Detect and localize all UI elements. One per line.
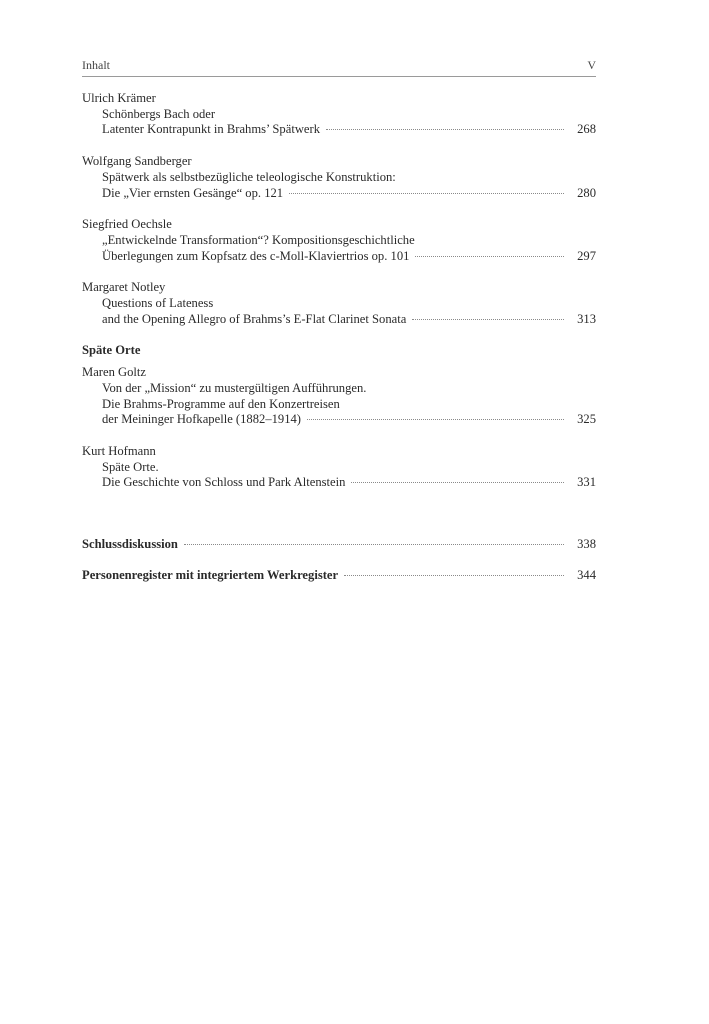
entry-page-number: 325 [577, 412, 596, 427]
dot-leader [344, 575, 564, 576]
toc-entry-bold [82, 537, 596, 553]
closing-entry-personenregister[interactable] [82, 568, 596, 584]
dot-leader [184, 544, 564, 545]
entry-title-last-line[interactable] [82, 122, 596, 138]
entry-page-number: 280 [577, 185, 596, 200]
entry-author: Wolfgang Sandberger [82, 154, 192, 169]
dot-leader [351, 482, 564, 483]
entry-page-number: 331 [577, 475, 596, 490]
dot-leader [307, 419, 564, 420]
entry-title-line: Spätwerk als selbstbezügliche teleologische Konstruktion: [102, 169, 396, 184]
entry-page-number: 338 [577, 537, 596, 552]
entry-page-number: 297 [577, 248, 596, 263]
entry-title-text: Latenter Kontrapunkt in Brahms’ Spätwerk [102, 122, 320, 137]
entry-author: Ulrich Krämer [82, 91, 156, 105]
toc-entry [82, 444, 596, 491]
entry-title-text: Die „Vier ernsten Gesänge“ op. 121 [102, 185, 284, 200]
entry-title-text: and the Opening Allegro of Brahms’s E-Flat Clarinet Sonata [102, 311, 407, 326]
entry-author: Kurt Hofmann [82, 443, 156, 458]
entry-title-text: Schlussdiskussion [82, 537, 178, 552]
entry-author: Siegfried Oechsle [82, 217, 172, 232]
entry-title-line: Die Brahms-Programme auf den Konzertreisen [102, 396, 340, 411]
entry-title-text: Überlegungen zum Kopfsatz des c-Moll-Klaviertrios op. 101 [102, 248, 410, 263]
toc-entry [82, 280, 596, 327]
toc-entry [82, 365, 596, 428]
entry-page-number: 313 [577, 311, 596, 326]
page-number: V [587, 58, 596, 72]
toc-entry-bold [82, 568, 596, 584]
entry-title-line: Questions of Lateness [102, 296, 214, 311]
spacer [82, 507, 596, 537]
running-head [82, 58, 596, 77]
entry-title-line: Schönbergs Bach oder [102, 106, 216, 121]
toc-entries [82, 91, 596, 583]
entry-title-text: der Meininger Hofkapelle (1882–1914) [102, 412, 301, 427]
dot-leader [412, 319, 564, 320]
section-heading: Späte Orte [82, 343, 141, 358]
entry-title-last-line[interactable] [82, 475, 596, 491]
dot-leader [326, 129, 564, 130]
toc-entry [82, 154, 596, 201]
toc-entry [82, 217, 596, 264]
entry-title-text: Personenregister mit integriertem Werkregister [82, 567, 339, 582]
entry-page-number: 344 [577, 567, 596, 582]
entry-title-line: „Entwickelnde Transformation“? Kompositionsgeschichtliche [102, 232, 415, 247]
toc-page [82, 58, 596, 598]
entry-title-line: Späte Orte. [102, 459, 159, 474]
entry-author: Maren Goltz [82, 365, 146, 380]
entry-title-line: Von der „Mission“ zu mustergültigen Aufführungen. [102, 380, 367, 395]
running-head-title: Inhalt [82, 58, 110, 72]
closing-entry-schlussdiskussion[interactable] [82, 537, 596, 553]
dot-leader [415, 256, 564, 257]
entry-author: Margaret Notley [82, 280, 166, 295]
entry-title-last-line[interactable] [82, 249, 596, 265]
entry-title-last-line[interactable] [82, 412, 596, 428]
entry-title-text: Die Geschichte von Schloss und Park Altenstein [102, 475, 346, 490]
entry-title-last-line[interactable] [82, 186, 596, 202]
dot-leader [289, 193, 564, 194]
toc-entry [82, 91, 596, 138]
entry-title-last-line[interactable] [82, 312, 596, 328]
entry-page-number: 268 [577, 122, 596, 137]
